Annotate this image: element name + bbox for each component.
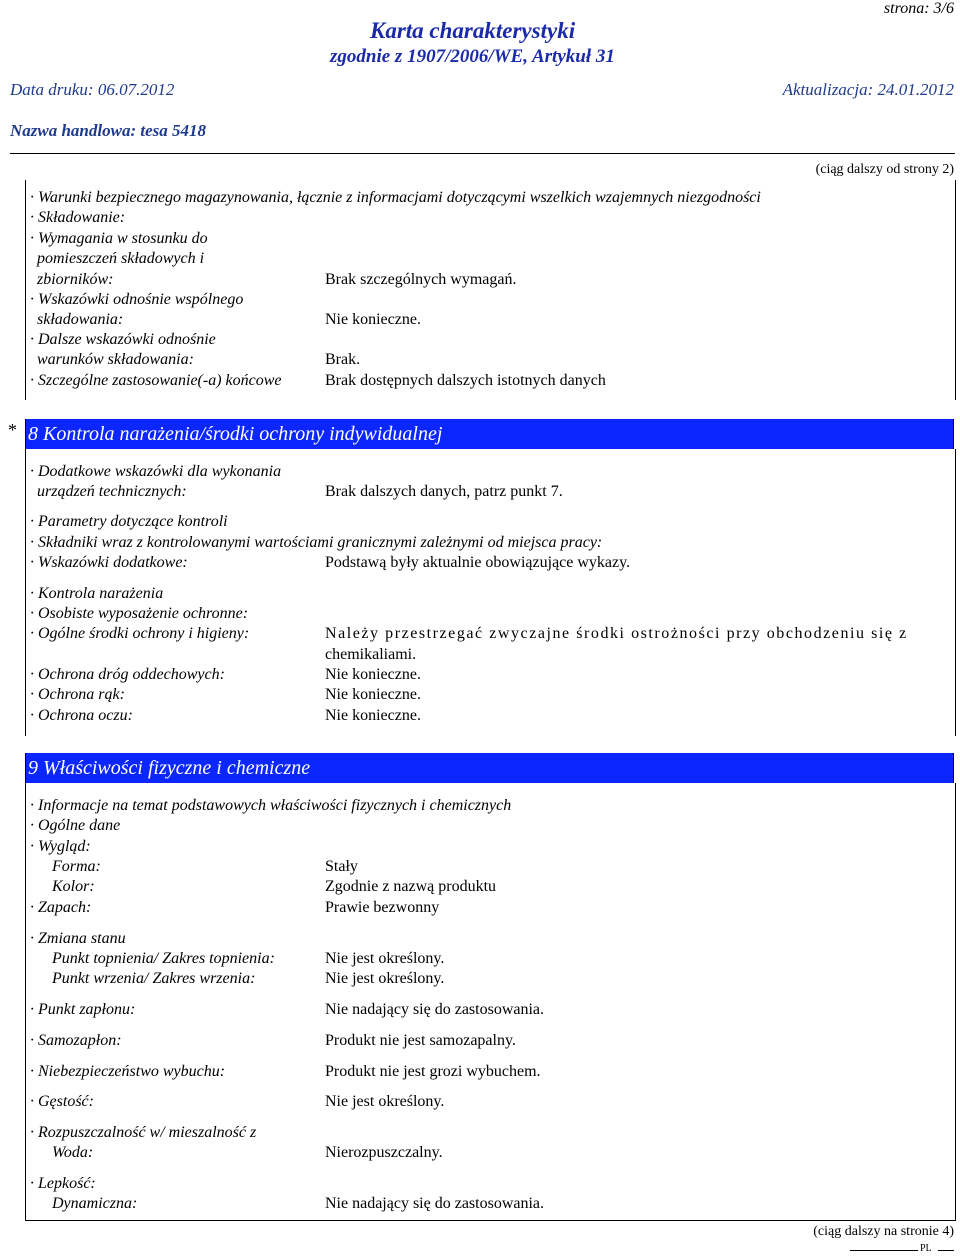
respiratory-value: Nie konieczne.: [325, 666, 421, 683]
page-number: strona: 3/6: [883, 0, 954, 17]
document-subtitle: zgodnie z 1907/2006/WE, Artykuł 31: [330, 46, 615, 67]
joint-storage-value: Nie konieczne.: [325, 311, 421, 328]
end-use-value: Brak dostępnych dalszych istotnych danych: [325, 372, 606, 389]
flash-point-value: Nie nadający się do zastosowania.: [325, 1001, 545, 1018]
language-code: PL: [920, 1243, 932, 1254]
trade-name: Nazwa handlowa: tesa 5418: [10, 121, 206, 140]
requirements-label-2: pomieszczeń składowych i: [37, 250, 205, 267]
viscosity-value: Nie nadający się do zastosowania.: [325, 1195, 545, 1212]
odour-label: · Zapach:: [30, 899, 92, 916]
general-heading: · Ogólne dane: [30, 817, 121, 834]
boiling-value: Nie jest określony.: [325, 970, 445, 987]
continued-to: (ciąg dalszy na stronie 4): [813, 1224, 954, 1239]
hygiene-value-1: Należy przestrzegać zwyczajne środki ostrożności przy obchodzeniu się z: [325, 625, 908, 642]
self-ignition-value: Produkt nie jest samozapalny.: [325, 1032, 516, 1049]
color-value: Zgodnie z nazwą produktu: [325, 878, 497, 895]
further-storage-value: Brak.: [325, 351, 361, 368]
additional-value: Podstawą były aktualnie obowiązujące wykazy.: [325, 554, 631, 571]
header-rule: [10, 153, 955, 154]
update-date: Aktualizacja: 24.01.2012: [782, 80, 954, 99]
basic-info-heading: · Informacje na temat podstawowych właściwości fizycznych i chemicznych: [30, 797, 512, 814]
density-value: Nie jest określony.: [325, 1093, 445, 1110]
storage-heading: · Składowanie:: [30, 209, 126, 226]
hygiene-label: · Ogólne środki ochrony i higieny:: [30, 625, 250, 642]
section-9-header: [25, 753, 954, 783]
hygiene-value-2: chemikaliami.: [325, 646, 417, 663]
state-change-heading: · Zmiana stanu: [30, 930, 126, 947]
hand-label: · Ochrona rąk:: [30, 686, 125, 703]
hand-value: Nie konieczne.: [325, 686, 421, 703]
document-title: Karta charakterystyki: [370, 18, 576, 43]
control-parameters-heading: · Parametry dotyczące kontroli: [30, 513, 228, 530]
respiratory-label: · Ochrona dróg oddechowych:: [30, 666, 225, 683]
technical-label-1: · Dodatkowe wskazówki dla wykonania: [30, 463, 282, 480]
flash-point-label: · Punkt zapłonu:: [30, 1001, 136, 1018]
further-storage-label-2: warunków składowania:: [37, 351, 194, 368]
print-date: Data druku: 06.07.2012: [10, 80, 175, 99]
requirements-label-3: zbiorników:: [37, 271, 114, 288]
requirements-label-1: · Wymagania w stosunku do: [30, 230, 208, 247]
solubility-value: Nierozpuszczalny.: [325, 1144, 443, 1161]
viscosity-label-1: · Lepkość:: [30, 1175, 96, 1192]
section-9-title: 9 Właściwości fizyczne i chemiczne: [28, 757, 311, 779]
technical-value: Brak dalszych danych, patrz punkt 7.: [325, 483, 563, 500]
storage-conditions-heading: · Warunki bezpiecznego magazynowania, łącznie z informacjami dotyczącymi wszelkich wzajemnych niezgodności: [30, 189, 761, 206]
footer-rule-left: [850, 1250, 918, 1251]
eye-value: Nie konieczne.: [325, 707, 421, 724]
ppe-heading: · Osobiste wyposażenie ochronne:: [30, 605, 249, 622]
additional-label: · Wskazówki dodatkowe:: [30, 554, 188, 571]
form-value: Stały: [325, 858, 358, 875]
joint-storage-label-1: · Wskazówki odnośnie wspólnego: [30, 291, 244, 308]
revision-marker: *: [8, 420, 17, 440]
section-8-title: 8 Kontrola narażenia/środki ochrony indywidualnej: [28, 423, 443, 445]
solubility-label-2: Woda:: [52, 1144, 94, 1161]
form-label: Forma:: [52, 858, 101, 875]
end-use-label: · Szczególne zastosowanie(-a) końcowe: [30, 372, 282, 389]
density-label: · Gęstość:: [30, 1093, 94, 1110]
boiling-label: Punkt wrzenia/ Zakres wrzenia:: [52, 970, 256, 987]
eye-label: · Ochrona oczu:: [30, 707, 133, 724]
odour-value: Prawie bezwonny: [325, 899, 440, 916]
melting-value: Nie jest określony.: [325, 950, 445, 967]
melting-label: Punkt topnienia/ Zakres topnienia:: [52, 950, 275, 967]
technical-label-2: urządzeń technicznych:: [37, 483, 187, 500]
components-heading: · Składniki wraz z kontrolowanymi wartościami granicznymi zależnymi od miejsca pracy:: [30, 534, 603, 551]
footer-rule-right: [938, 1250, 954, 1251]
exposure-control-heading: · Kontrola narażenia: [30, 585, 164, 602]
color-label: Kolor:: [52, 878, 95, 895]
solubility-label-1: · Rozpuszczalność w/ mieszalność z: [30, 1124, 257, 1141]
requirements-value: Brak szczególnych wymagań.: [325, 271, 517, 288]
explosion-label: · Niebezpieczeństwo wybuchu:: [30, 1063, 226, 1080]
explosion-value: Produkt nie jest grozi wybuchem.: [325, 1063, 541, 1080]
self-ignition-label: · Samozapłon:: [30, 1032, 122, 1049]
appearance-heading: · Wygląd:: [30, 838, 91, 855]
section-8-header: [25, 419, 954, 449]
viscosity-label-2: Dynamiczna:: [52, 1195, 138, 1212]
further-storage-label-1: · Dalsze wskazówki odnośnie: [30, 331, 216, 348]
joint-storage-label-2: składowania:: [37, 311, 124, 328]
continued-from: (ciąg dalszy od strony 2): [815, 162, 954, 177]
